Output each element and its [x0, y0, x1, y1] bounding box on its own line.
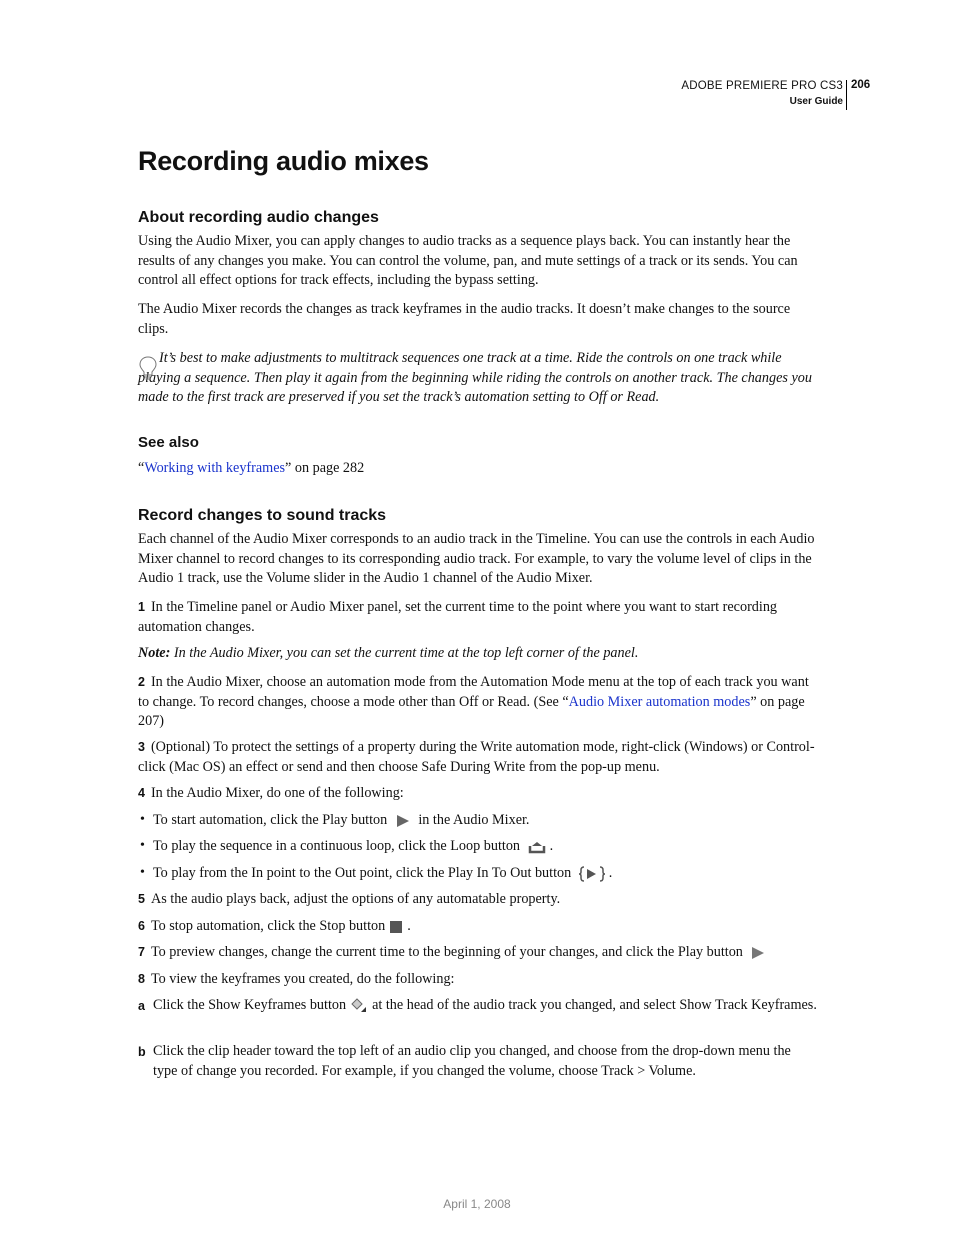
- bullet-text: To play from the In point to the Out point, click the Play In To Out button: [153, 865, 572, 881]
- step-number: 3: [138, 740, 145, 754]
- substep-text: Click the Show Keyframes button: [153, 997, 347, 1013]
- header-divider: [846, 80, 847, 110]
- footer-date: April 1, 2008: [443, 1197, 511, 1211]
- bullet-text: To start automation, click the Play button: [153, 812, 388, 828]
- step-number: 8: [138, 972, 145, 986]
- see-also-ref: [138, 459, 816, 479]
- lightbulb-icon: [138, 355, 158, 383]
- step-text: (Optional) To protect the settings of a property during the Write automation mode, right-click (Windows) or Control-click (Mac OS) an effect or send and then choose Safe During Write from the pop-up menu.: [138, 739, 815, 775]
- step-8: [138, 970, 816, 990]
- step-1: [138, 598, 816, 637]
- substep-b: [153, 1042, 817, 1081]
- substep-text: at the head of the audio track you changed, and select Show Track Keyframes.: [372, 997, 817, 1013]
- step-number: 2: [138, 675, 145, 689]
- note-text: In the Audio Mixer, you can set the current time at the top left corner of the panel.: [173, 645, 639, 661]
- section-heading-record: Record changes to sound tracks: [138, 507, 387, 524]
- substep-text: Click the clip header toward the top left of an audio clip you changed, and choose from the drop-down menu the type of change you recorded. For example, if you changed the volume, choose Track > Volume.: [153, 1043, 791, 1079]
- bullet: •: [140, 812, 145, 827]
- note: [138, 644, 816, 664]
- substep-a: [153, 996, 817, 1016]
- step-2: [138, 673, 816, 732]
- step-text: .: [407, 918, 411, 934]
- step-text: To stop automation, click the Stop button: [150, 918, 386, 934]
- section-heading-about: About recording audio changes: [138, 209, 379, 226]
- loop-button-icon: [528, 840, 546, 854]
- step-text: In the Timeline panel or Audio Mixer panel, set the current time to the point where you want to start recording automation changes.: [138, 599, 778, 635]
- paragraph: Using the Audio Mixer, you can apply changes to audio tracks as a sequence plays back. You can instantly hear the results of any changes you make. You can control the volume, pan, and mute settings of a track or its sends. You can control all effect options for track effects, including the bypass setting.: [138, 233, 798, 289]
- step-5: [138, 890, 816, 910]
- step-number: 4: [138, 786, 145, 800]
- step-number: 7: [138, 945, 145, 959]
- paragraph: Each channel of the Audio Mixer corresponds to an audio track in the Timeline. You can use the controls in each Audio Mixer channel to record changes to its corresponding audio track. For example, to vary the volume level of clips in the Audio 1 track, use the Volume slider in the Audio 1 channel of the Audio Mixer.: [138, 531, 815, 587]
- open-quote: “: [138, 460, 145, 476]
- step-3: [138, 738, 816, 777]
- tip-text: It’s best to make adjustments to multitrack sequences one track at a time. Ride the controls on one track while playing a sequence. Then play it again from the beginning while riding the controls on another track. The changes you made to the first track are preserved if you set the track’s automation setting to Off or Read.: [138, 350, 812, 406]
- bullet-item: [153, 811, 817, 831]
- step-text: In the Audio Mixer, do one of the following:: [150, 785, 404, 801]
- product-name: ADOBE PREMIERE PRO CS3: [681, 80, 843, 92]
- step-7: [138, 943, 816, 963]
- step-text: As the audio plays back, adjust the options of any automatable property.: [150, 891, 561, 907]
- page-title: Recording audio mixes: [138, 146, 429, 176]
- bullet-text: To play the sequence in a continuous loop, click the Loop button: [153, 838, 521, 854]
- bullet-text: .: [549, 838, 554, 854]
- step-number: 5: [138, 892, 145, 906]
- guide-name: User Guide: [789, 96, 843, 107]
- substep-letter: a: [138, 999, 145, 1013]
- step-text: To view the keyframes you created, do the following:: [150, 971, 455, 987]
- see-also-heading: See also: [138, 434, 199, 451]
- running-header: [681, 78, 843, 109]
- step-text: ” on page 207): [138, 693, 805, 730]
- play-button-icon: [395, 814, 411, 828]
- bullet: •: [140, 865, 145, 880]
- tip-block: [138, 349, 816, 408]
- bullet-item: [153, 837, 817, 857]
- step-number: 1: [138, 600, 145, 614]
- page-number: 206: [851, 79, 871, 91]
- bullet-item: [153, 864, 817, 884]
- note-label: Note:: [138, 645, 171, 661]
- step-text: In the Audio Mixer, choose an automation mode from the Automation Mode menu at the top of each track you want to change. To record changes, choose a mode other than Off or Read. (See “: [138, 674, 809, 710]
- see-also-page: ” on page 282: [285, 460, 365, 476]
- stop-button-icon: [389, 920, 403, 934]
- link-audio-mixer-automation-modes[interactable]: Audio Mixer automation modes: [568, 693, 751, 710]
- paragraph: The Audio Mixer records the changes as track keyframes in the audio tracks. It doesn’t make changes to the source clips.: [138, 301, 791, 337]
- link-working-with-keyframes[interactable]: Working with keyframes: [144, 460, 286, 476]
- bullet-text: in the Audio Mixer.: [418, 812, 530, 828]
- substep-letter: b: [138, 1045, 146, 1059]
- step-number: 6: [138, 919, 145, 933]
- bullet: •: [140, 838, 145, 853]
- show-keyframes-icon: [350, 998, 368, 1014]
- step-4: [138, 784, 816, 804]
- play-in-to-out-icon: [579, 866, 605, 882]
- bullet-text: .: [608, 865, 613, 881]
- step-6: [138, 917, 816, 937]
- step-text: To preview changes, change the current time to the beginning of your changes, and click the Play button: [150, 944, 743, 960]
- play-button-icon: [749, 946, 767, 960]
